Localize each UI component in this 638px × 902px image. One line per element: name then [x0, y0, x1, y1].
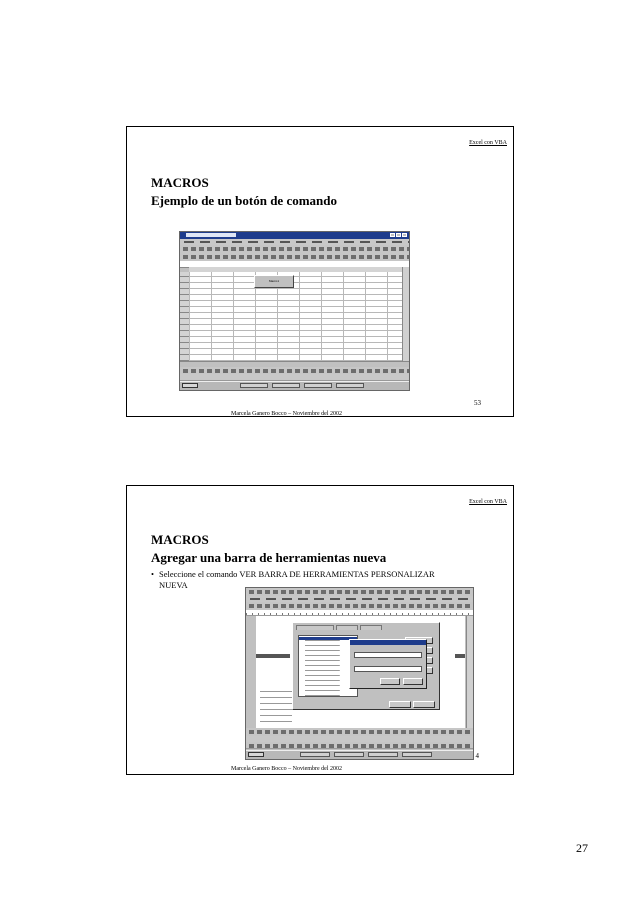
bullet-line-1: Seleccione el comando VER BARRA DE HERRAMIENTAS PERSONALIZAR: [159, 569, 435, 579]
taskbar-item: [402, 752, 432, 757]
customize-dialog: [292, 622, 440, 710]
new-toolbar-dialog: [349, 639, 427, 689]
word-bottom-toolbar: [246, 742, 473, 749]
dialog-tab: [336, 625, 358, 630]
taskbar-item: [334, 752, 364, 757]
slide-title: MACROS: [151, 532, 209, 547]
toolbar-available-in-select: [354, 666, 422, 672]
slide-subtitle: Agregar una barra de herramientas nueva: [151, 550, 387, 565]
vertical-scrollbar: [466, 616, 473, 728]
start-button: [248, 752, 264, 757]
slide-2: [126, 485, 514, 775]
slide-subtitle: Ejemplo de un botón de comando: [151, 193, 337, 208]
excel-titlebar: [180, 232, 409, 239]
word-screenshot: [245, 587, 474, 760]
status-bar: [180, 374, 409, 381]
vertical-scrollbar: [402, 267, 409, 361]
dialog-button: [413, 701, 435, 708]
bullet-line-2: NUEVA: [159, 580, 188, 590]
dialog-button: [380, 678, 400, 685]
slide-footer: Marcela Ganero Bocco – Noviembre del 2002: [231, 411, 342, 417]
slide-number: 53: [474, 399, 481, 407]
macro-command-button: Macro1: [254, 275, 294, 288]
minimize-icon: [390, 233, 395, 237]
start-button: [182, 383, 198, 388]
maximize-icon: [396, 233, 401, 237]
excel-screenshot: [179, 231, 410, 391]
taskbar-item: [240, 383, 268, 388]
page-edge-left: [256, 654, 290, 658]
slide-footer: Marcela Ganero Bocco – Noviembre del 2002: [231, 766, 342, 772]
taskbar-item: [368, 752, 398, 757]
slide-1: [126, 126, 514, 417]
taskbar-item: [304, 383, 332, 388]
page-edge-right: [455, 654, 465, 658]
slide-tag: Excel con VBA: [469, 140, 507, 146]
windows-taskbar: [246, 750, 473, 759]
dialog-button: [403, 678, 423, 685]
dialog-tab: [360, 625, 382, 630]
windows-taskbar: [180, 381, 409, 390]
document-text-lines: [260, 686, 292, 722]
spreadsheet-grid: [189, 272, 403, 361]
page-number: 27: [576, 841, 588, 855]
slide-title: MACROS: [151, 175, 209, 190]
slide-tag: Excel con VBA: [469, 499, 507, 505]
close-icon: [402, 233, 407, 237]
dialog-tab: [296, 625, 334, 630]
toolbar-name-field: [354, 652, 422, 658]
slide-number: 4: [475, 752, 479, 760]
slide-bullet: • Seleccione el comando VER BARRA DE HERRAMIENTAS PERSONALIZAR NUEVA: [151, 569, 491, 591]
taskbar-item: [300, 752, 330, 757]
new-toolbar-dialog-titlebar: [350, 640, 426, 645]
taskbar-item: [272, 383, 300, 388]
dialog-button: [389, 701, 411, 708]
taskbar-item: [336, 383, 364, 388]
